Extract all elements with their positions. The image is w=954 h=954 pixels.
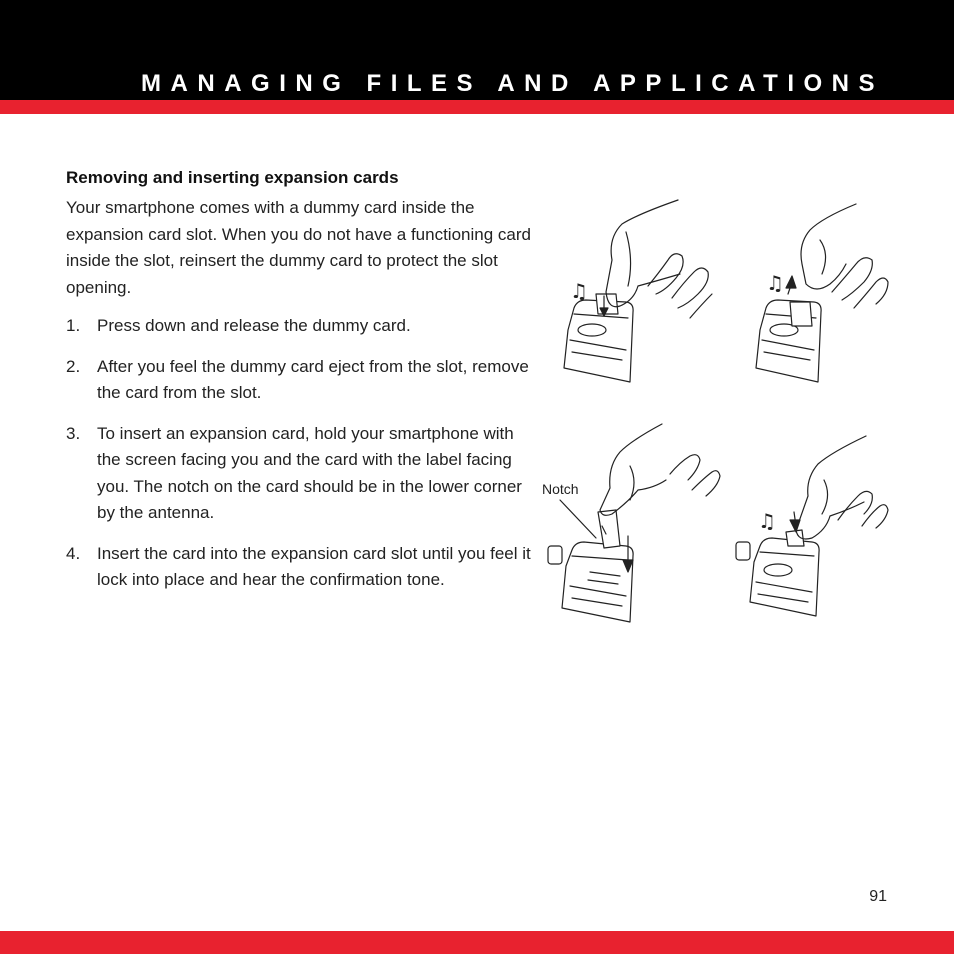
step-number: 2. (66, 356, 81, 376)
step-number: 1. (66, 316, 81, 335)
music-note-icon: ♫ (766, 271, 784, 295)
step-item (66, 541, 536, 594)
step-text: Insert the card into the expansion card slot until you feel it lock into place and hear the confirmation tone. (97, 543, 531, 589)
page-number: 91 (869, 888, 887, 905)
step-item (66, 421, 536, 527)
card-instructions-illustration (530, 190, 910, 640)
step-number: 3. (66, 423, 81, 443)
steps-list (66, 313, 536, 594)
notch-label: Notch (542, 481, 579, 497)
step-number: 4. (66, 543, 81, 563)
step-item (66, 354, 536, 407)
main-content (66, 167, 536, 608)
intro-paragraph: Your smartphone comes with a dummy card inside the expansion card slot. When you do not have a functioning card inside the slot, reinsert the dummy card to protect the slot opening. (66, 198, 531, 297)
step-item (66, 313, 536, 340)
footer-stripe (0, 931, 954, 954)
section-title: MANAGING FILES AND APPLICATIONS (141, 70, 884, 97)
step-text: To insert an expansion card, hold your smartphone with the screen facing you and the card with the label facing you. The notch on the card should be in the lower corner by the antenna. (97, 423, 522, 522)
section-heading: Removing and inserting expansion cards (66, 168, 399, 187)
step-text: Press down and release the dummy card. (97, 316, 411, 335)
insert-card-illustration (548, 424, 720, 622)
music-note-icon: ♫ (570, 279, 588, 303)
music-note-icon: ♫ (758, 509, 776, 533)
step-text: After you feel the dummy card eject from the slot, remove the card from the slot. (97, 356, 529, 402)
header-accent-stripe (0, 100, 954, 114)
